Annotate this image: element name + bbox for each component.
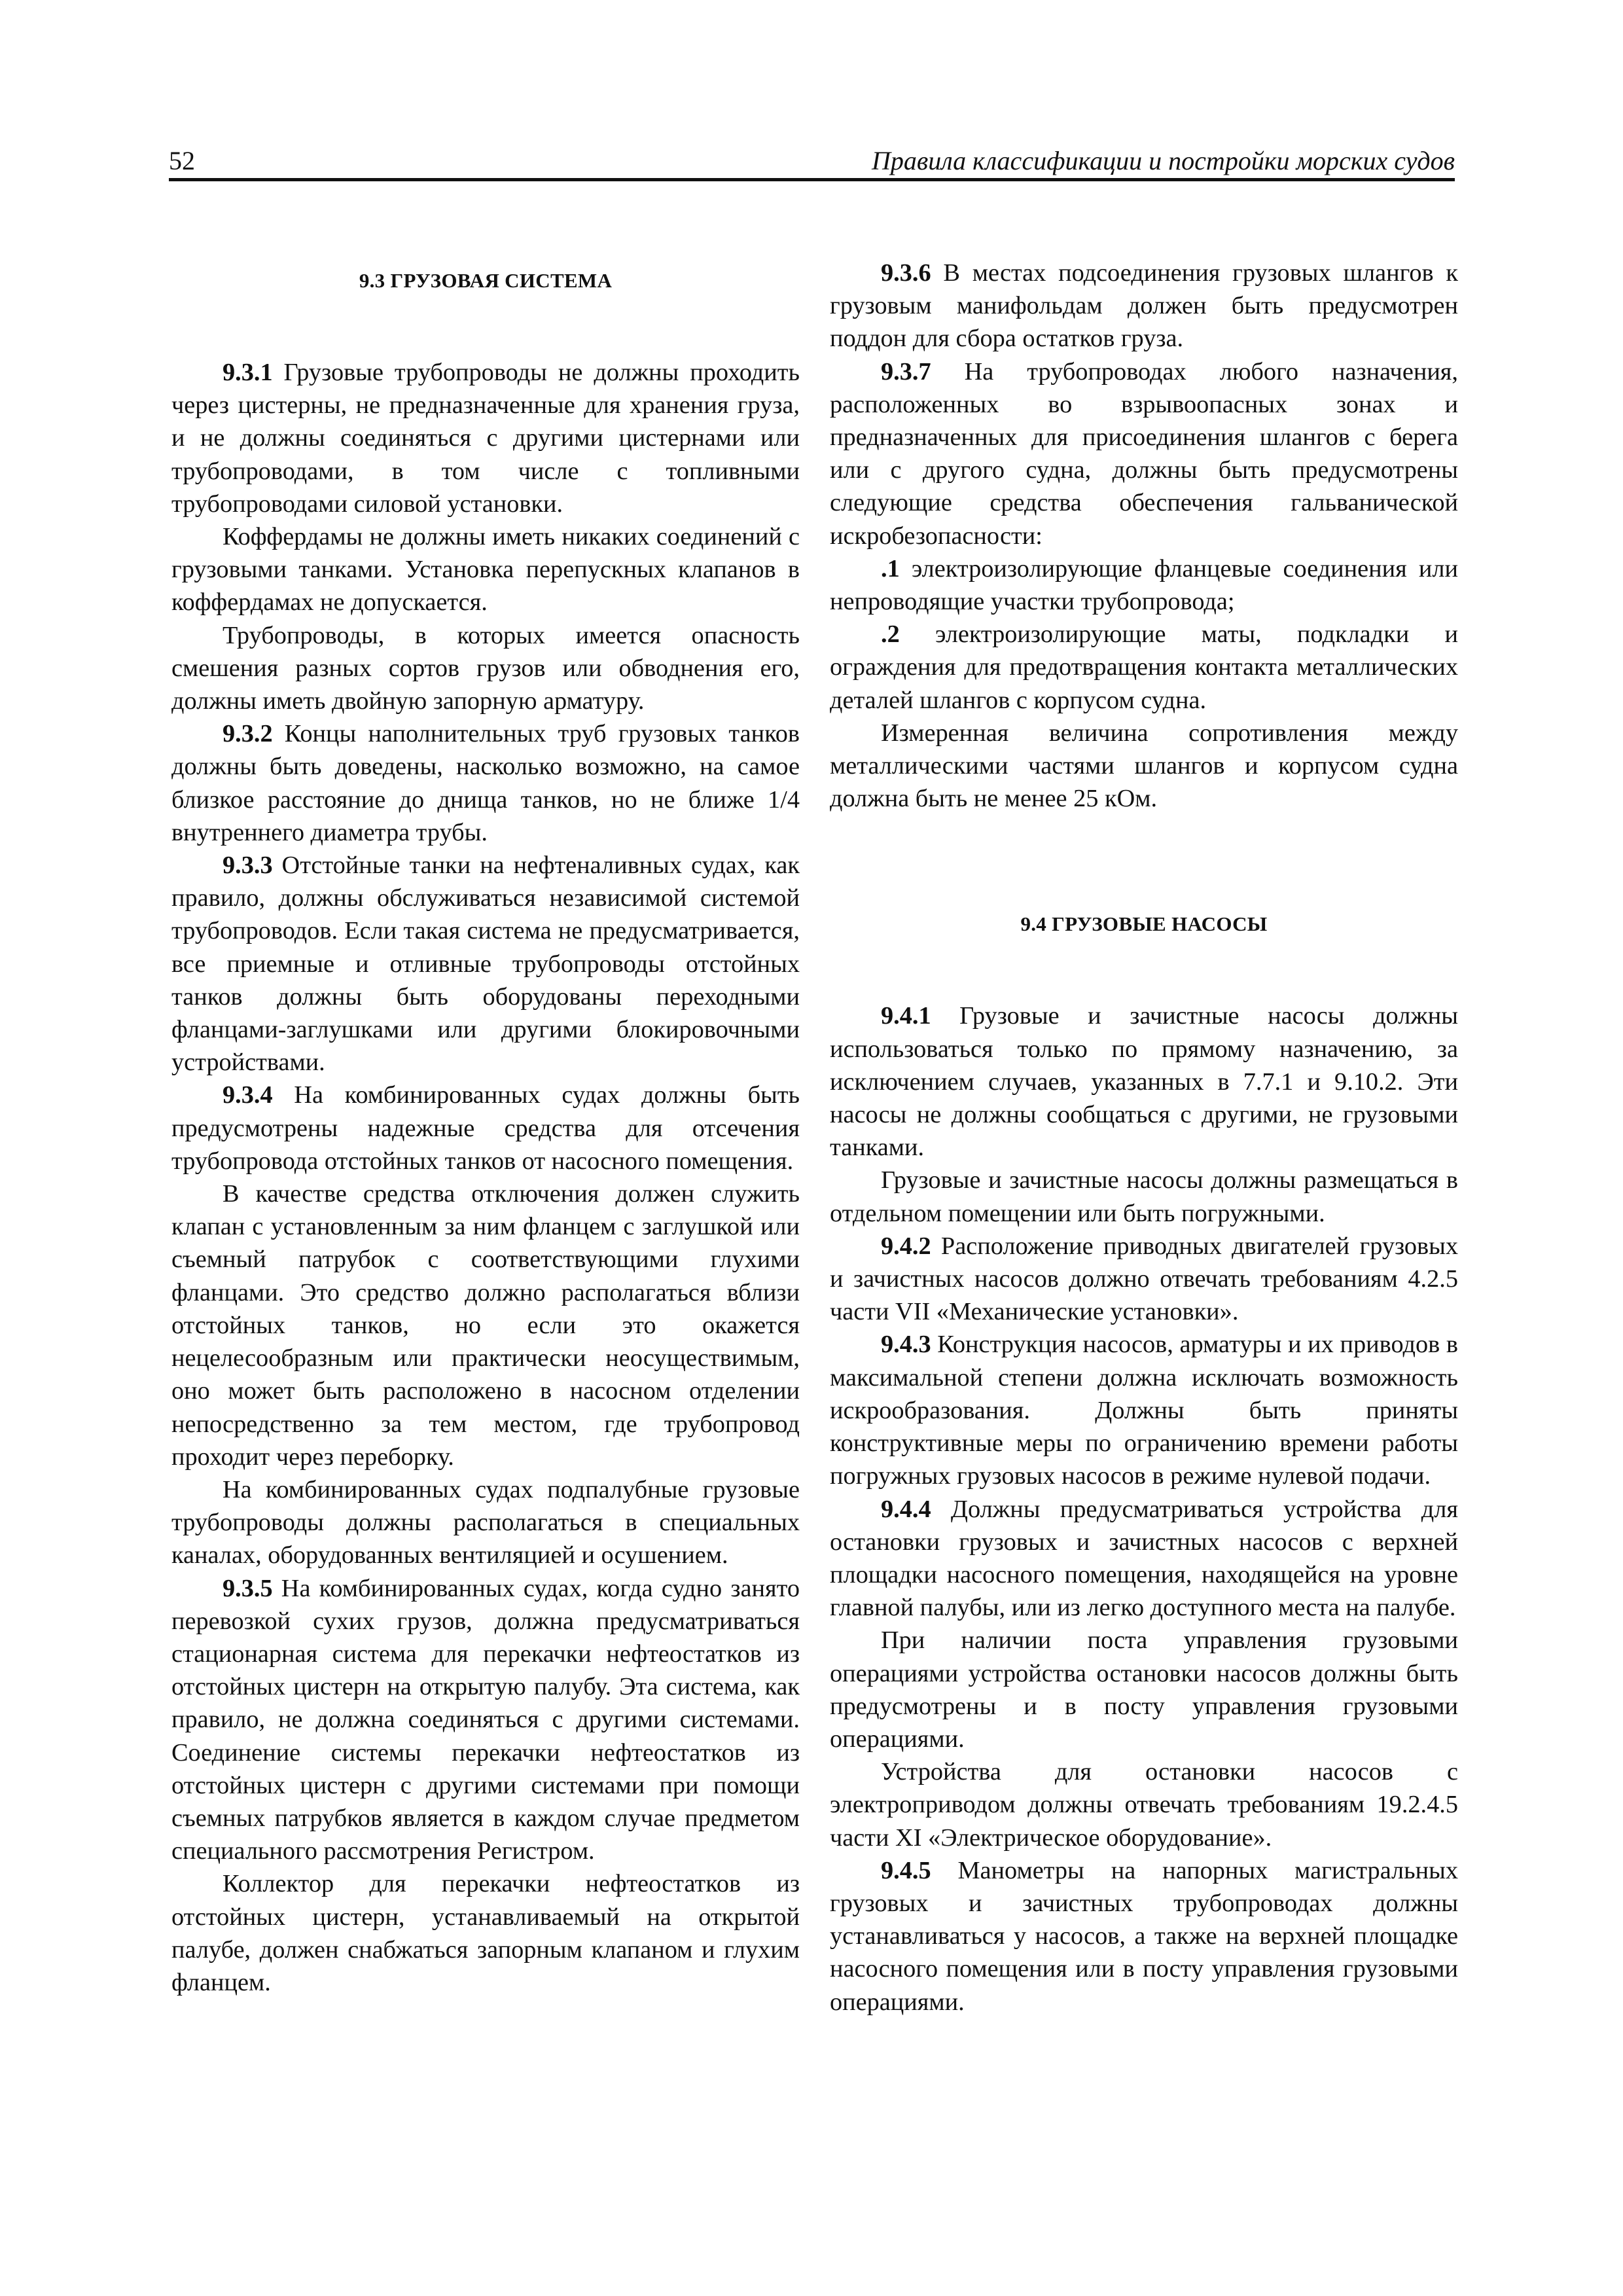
- paragraph: [830, 999, 1458, 1164]
- paragraph: [830, 1328, 1458, 1492]
- paragraph: [171, 619, 800, 718]
- paragraph-text: Расположение приводных двигателей грузовых и зачистных насосов должно отвечать требованиям 4.2.5 части VII «Механические установки».: [830, 1232, 1458, 1326]
- paragraph: [830, 1624, 1458, 1755]
- right-column: [830, 257, 1458, 2018]
- paragraph: [830, 618, 1458, 717]
- paragraph-text: Измеренная величина сопротивления между металлическими частями шлангов и корпусом судна должна быть не менее 25 кОм.: [830, 719, 1458, 813]
- paragraph: [171, 356, 800, 520]
- clause-number: 9.3.4: [223, 1081, 273, 1109]
- paragraph-text: Концы наполнительных труб грузовых танков должны быть доведены, насколько возможно, на самое близкое расстояние до днища танков, но не ближе 1/4 внутреннего диаметра трубы.: [171, 720, 800, 846]
- paragraph: [830, 1854, 1458, 2018]
- paragraph-text: Коффердамы не должны иметь никаких соединений с грузовыми танками. Установка перепускных клапанов в коффердамах не допускается.: [171, 523, 800, 617]
- paragraph: [830, 1493, 1458, 1624]
- paragraph-text: Грузовые и зачистные насосы должны размещаться в отдельном помещении или быть погружными.: [830, 1166, 1458, 1227]
- clause-number: 9.3.7: [881, 357, 931, 386]
- paragraph-text: электроизолирующие маты, подкладки и ограждения для предотвращения контакта металлических деталей шлангов с корпусом судна.: [830, 620, 1458, 714]
- paragraph: [830, 1164, 1458, 1229]
- paragraph: [171, 1177, 800, 1473]
- paragraph-text: На трубопроводах любого назначения, расположенных во взрывоопасных зонах и предназначенных для присоединения шлангов с берега или с другого судна, должны быть предусмотрены следующие средства обеспечения гальванической искробезопасности:: [830, 357, 1458, 550]
- page-number: 52: [169, 146, 195, 175]
- right-column-body-bottom: [830, 999, 1458, 2018]
- paragraph: [171, 1867, 800, 1999]
- right-column-body-top: [830, 257, 1458, 815]
- paragraph-text: Грузовые и зачистные насосы должны использоваться только по прямому назначению, за исключением случаев, указанных в 7.7.1 и 9.10.2. Эти насосы не должны сообщаться с другими, не грузовыми танками.: [830, 1002, 1458, 1162]
- paragraph: [171, 1572, 800, 1868]
- paragraph-text: В качестве средства отключения должен служить клапан с установленным за ним фланцем с заглушкой или съемный патрубок с соответствующими глухими фланцами. Это средство должно располагаться вблизи отстойных танков, но если это окажется нецелесообразным или практически неосуществимым, оно может быть расположено в насосном отделении непосредственно за тем местом, где трубопровод проходит через переборку.: [171, 1180, 800, 1471]
- paragraph: [830, 717, 1458, 816]
- paragraph-text: В местах подсоединения грузовых шлангов к грузовым манифольдам должен быть предусмотрен поддон для сбора остатков груза.: [830, 259, 1458, 353]
- paragraph: [830, 257, 1458, 355]
- paragraph: [171, 520, 800, 619]
- clause-number: 9.3.2: [223, 720, 273, 748]
- clause-number: 9.3.3: [223, 852, 273, 880]
- paragraph-text: Отстойные танки на нефтеналивных судах, как правило, должны обслуживаться независимой системой трубопроводов. Если такая система не предусматривается, все приемные и отливные трубопроводы отстойных танков должны быть оборудованы переходными фланцами-заглушками или другими блокировочными устройствами.: [171, 852, 800, 1077]
- section-heading-9-4: 9.4 ГРУЗОВЫЕ НАСОСЫ: [1020, 912, 1268, 936]
- paragraph: [171, 849, 800, 1079]
- paragraph-text: Грузовые трубопроводы не должны проходить через цистерны, не предназначенные для хранения груза, и не должны соединяться с другими цистернами или трубопроводами, в том числе с топливными трубопроводами силовой установки.: [171, 359, 800, 518]
- paragraph-text: На комбинированных судах должны быть предусмотрены надежные средства для отсечения трубопровода отстойных танков от насосного помещения.: [171, 1081, 800, 1175]
- clause-number: 9.4.3: [881, 1331, 931, 1359]
- clause-number: 9.4.5: [881, 1856, 931, 1884]
- left-column: [171, 257, 800, 1999]
- left-column-body: [171, 356, 800, 1999]
- paragraph: [171, 1079, 800, 1177]
- paragraph: [830, 1230, 1458, 1329]
- clause-number: 9.3.6: [881, 259, 931, 287]
- paragraph-text: Манометры на напорных магистральных грузовых и зачистных трубопроводах должны устанавливаться у насосов, а также на верхней площадке насосного помещения или в посту управления грузовыми операциями.: [830, 1856, 1458, 2016]
- page-header: [169, 145, 1455, 182]
- header-rule: [169, 178, 1455, 181]
- paragraph: [171, 1473, 800, 1572]
- clause-number: 9.3.1: [223, 359, 273, 386]
- clause-number: 9.3.5: [223, 1574, 273, 1602]
- clause-number: 9.4.4: [881, 1495, 931, 1523]
- paragraph: [171, 717, 800, 849]
- paragraph: [830, 1755, 1458, 1854]
- paragraph-text: Конструкция насосов, арматуры и их приводов в максимальной степени должна исключать возможность искрообразования. Должны быть приняты конструктивные меры по ограничению времени работы погружных грузовых насосов в режиме нулевой подачи.: [830, 1331, 1458, 1490]
- paragraph-text: Устройства для остановки насосов с электроприводом должны отвечать требованиям 19.2.4.5 части XI «Электрическое оборудование».: [830, 1758, 1458, 1852]
- section-heading-9-3: 9.3 ГРУЗОВАЯ СИСТЕМА: [359, 269, 613, 292]
- paragraph-text: На комбинированных судах, когда судно занято перевозкой сухих грузов, должна предусматриваться стационарная система для перекачки нефтеостатков из отстойных цистерн на открытую палубу. Эта система, как правило, не должна соединяться с другими системами. Соединение системы перекачки нефтеостатков из отстойных цистерн с другими системами при помощи съемных патрубков является в каждом случае предметом специального рассмотрения Регистром.: [171, 1574, 800, 1865]
- clause-number: 9.4.2: [881, 1232, 931, 1260]
- paragraph: [830, 552, 1458, 618]
- clause-number: .1: [881, 554, 900, 583]
- clause-number: 9.4.1: [881, 1002, 931, 1030]
- paragraph: [830, 355, 1458, 552]
- paragraph-text: Трубопроводы, в которых имеется опасность смешения разных сортов грузов или обводнения его, должны иметь двойную запорную арматуру.: [171, 621, 800, 715]
- paragraph-text: На комбинированных судах подпалубные грузовые трубопроводы должны располагаться в специальных каналах, оборудованных вентиляцией и осушением.: [171, 1475, 800, 1570]
- running-title: Правила классификации и постройки морских судов: [871, 146, 1455, 175]
- clause-number: .2: [881, 620, 900, 649]
- paragraph-text: электроизолирующие фланцевые соединения или непроводящие участки трубопровода;: [830, 554, 1458, 616]
- paragraph-text: Должны предусматриваться устройства для остановки грузовых и зачистных насосов с верхней площадки насосного помещения, находящейся на уровне главной палубы, или из легко доступного места на палубе.: [830, 1495, 1458, 1622]
- paragraph-text: При наличии поста управления грузовыми операциями устройства остановки насосов должны быть предусмотрены и в посту управления грузовыми операциями.: [830, 1626, 1458, 1753]
- paragraph-text: Коллектор для перекачки нефтеостатков из отстойных цистерн, устанавливаемый на открытой палубе, должен снабжаться запорным клапаном и глухим фланцем.: [171, 1870, 800, 1996]
